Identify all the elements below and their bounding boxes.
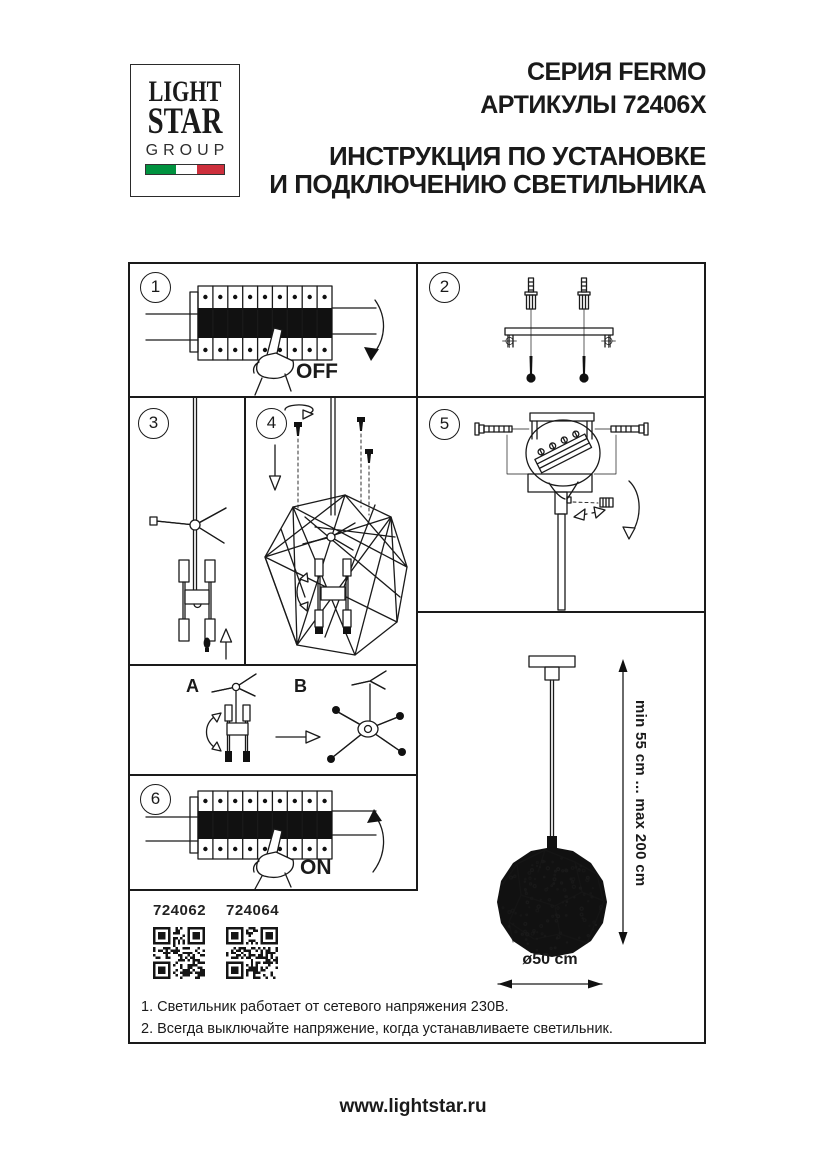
note-2: 2. Всегда выключайте напряжение, когда устанавливаете светильник. [141, 1021, 613, 1037]
transition-arrow-icon [276, 731, 320, 743]
bulb-icon [204, 638, 211, 653]
mounting-bracket-icon [503, 328, 616, 348]
on-label: ON [300, 856, 332, 879]
screws-with-guides [294, 417, 373, 515]
circuit-breaker-drawing [146, 791, 376, 859]
insert-up-arrow-icon [221, 629, 232, 659]
switch-down-arrow-icon [364, 300, 384, 361]
instruction-title-line1: ИНСТРУКЦИЯ ПО УСТАНОВКЕ [328, 141, 706, 171]
logo-word-star: STAR [147, 101, 223, 142]
qr-code-724062 [153, 927, 205, 979]
header-titles [269, 56, 706, 198]
off-label: OFF [296, 360, 338, 383]
flag-green-stripe [146, 165, 176, 174]
article-number: 724064 [226, 902, 280, 919]
pendant-lamp-dimension-drawing [417, 612, 706, 1044]
canopy-and-rod-icon [528, 474, 592, 610]
adjust-arrows-icon [574, 481, 639, 539]
qr-code-724064 [226, 927, 278, 979]
step-3-number: 3 [138, 408, 169, 439]
step-5-number: 5 [429, 409, 460, 440]
logo-word-group: GROUP [145, 142, 230, 159]
spider-hub-icon [150, 508, 226, 543]
circuit-breaker-drawing [146, 286, 376, 360]
step2-mounting-kit-diagram [417, 262, 706, 397]
step-4-number: 4 [256, 408, 287, 439]
website-url: www.lightstar.ru [339, 1096, 487, 1117]
diameter-label: ø50 cm [522, 951, 578, 968]
ceiling-plate-icon [529, 656, 575, 848]
step1-breaker-off-diagram [128, 262, 417, 397]
suspension-rod [194, 397, 197, 602]
wireframe-shade-icon [265, 495, 407, 655]
switch-up-arrow-icon [367, 809, 384, 872]
step5-canopy-mount-diagram [417, 397, 706, 612]
detail-b-label: B [294, 676, 307, 696]
step3-rod-assembly-diagram [128, 397, 245, 665]
detail-ab-diagram [128, 665, 417, 775]
screw-icon [526, 356, 588, 383]
step-6-number: 6 [140, 784, 171, 815]
wall-anchor-icon [525, 278, 590, 356]
product-724062 [153, 902, 209, 984]
sphere-shade-icon [497, 847, 607, 957]
lightstar-logo [130, 64, 240, 197]
flag-red-stripe [197, 165, 224, 174]
italian-flag-bar [145, 164, 225, 175]
articles-title: АРТИКУЛЫ 72406X [480, 91, 706, 119]
detail-a-folded-holder [207, 674, 257, 762]
safety-notes [141, 996, 613, 1040]
series-title: СЕРИЯ FERMO [526, 58, 706, 86]
product-724064 [226, 902, 282, 984]
step-2-number: 2 [429, 272, 460, 303]
diameter-dimension-arrow [498, 980, 602, 989]
step4-shade-assembly-diagram [245, 397, 417, 665]
logo-word-light: LIGHT [148, 75, 222, 108]
step-1-number: 1 [140, 272, 171, 303]
rotate-arrow-icon [285, 405, 313, 419]
flag-white-stripe [176, 165, 198, 174]
insert-down-arrow-icon [270, 445, 281, 490]
note-1: 1. Светильник работает от сетевого напряжения 230В. [141, 999, 509, 1015]
height-dimension-arrow [619, 659, 628, 945]
set-screw-icon [573, 498, 613, 507]
article-number: 724062 [153, 902, 207, 919]
detail-b-unfolded-spider [327, 671, 406, 763]
detail-a-label: A [186, 676, 199, 696]
instruction-title-line2: И ПОДКЛЮЧЕНИЮ СВЕТИЛЬНИКА [269, 169, 706, 199]
height-range-label: min 55 cm ... max 200 cm [632, 700, 649, 887]
step6-breaker-on-diagram [128, 775, 417, 890]
